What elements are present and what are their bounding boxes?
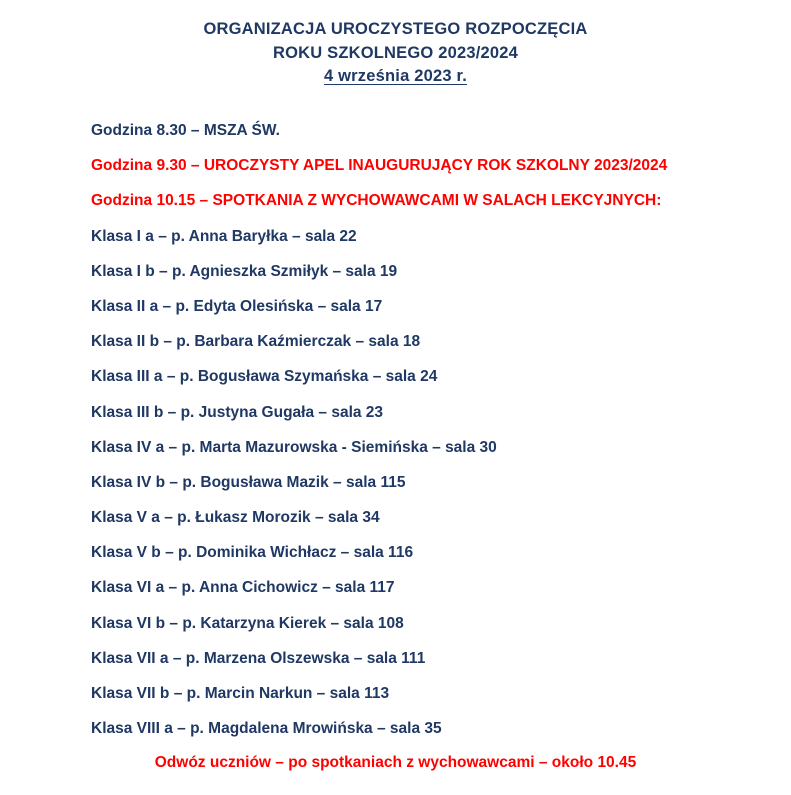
title-date: 4 września 2023 r. [323,67,468,85]
class-entry-4b: Klasa IV b – p. Bogusława Mazik – sala 115 [91,473,406,491]
title-line-1: ORGANIZACJA UROCZYSTEGO ROZPOCZĘCIA [203,20,588,38]
class-entry-2a: Klasa II a – p. Edyta Olesińska – sala 17 [91,297,383,315]
schedule-item-homeroom-meetings: Godzina 10.15 – SPOTKANIA Z WYCHOWAWCAMI W SALACH LEKCYJNYCH: [91,192,662,210]
schedule-item-assembly: Godzina 9.30 – UROCZYSTY APEL INAUGURUJĄCY ROK SZKOLNY 2023/2024 [91,157,668,175]
class-entry-1a: Klasa I a – p. Anna Baryłka – sala 22 [91,227,357,245]
class-entry-7b: Klasa VII b – p. Marcin Narkun – sala 113 [91,685,390,702]
class-entry-8a: Klasa VIII a – p. Magdalena Mrowińska – sala 35 [91,720,442,738]
class-entry-6a: Klasa VI a – p. Anna Cichowicz – sala 117 [91,579,395,597]
class-entry-2b: Klasa II b – p. Barbara Kaźmierczak – sala 18 [91,333,421,351]
class-entry-7a: Klasa VII a – p. Marzena Olszewska – sala 111 [91,649,426,667]
class-entry-6b: Klasa VI b – p. Katarzyna Kierek – sala 108 [91,614,404,632]
title-line-2: ROKU SZKOLNEGO 2023/2024 [272,43,519,62]
class-entry-5a: Klasa V a – p. Łukasz Morozik – sala 34 [91,509,380,527]
dismissal-note: Odwóz uczniów – po spotkaniach z wychowawcami – około 10.45 [154,754,637,771]
class-entry-5b: Klasa V b – p. Dominika Wichłacz – sala 116 [91,544,414,562]
schedule-item-mass: Godzina 8.30 – MSZA ŚW. [91,122,280,139]
class-entry-3b: Klasa III b – p. Justyna Gugała – sala 23 [91,403,384,421]
document-header [0,18,791,89]
class-entry-1b: Klasa I b – p. Agnieszka Szmiłyk – sala 19 [91,262,398,280]
schedule-list [91,120,781,753]
class-entry-4a: Klasa IV a – p. Marta Mazurowska - Siemińska – sala 30 [91,438,497,456]
class-entry-3a: Klasa III a – p. Bogusława Szymańska – sala 24 [91,368,438,386]
